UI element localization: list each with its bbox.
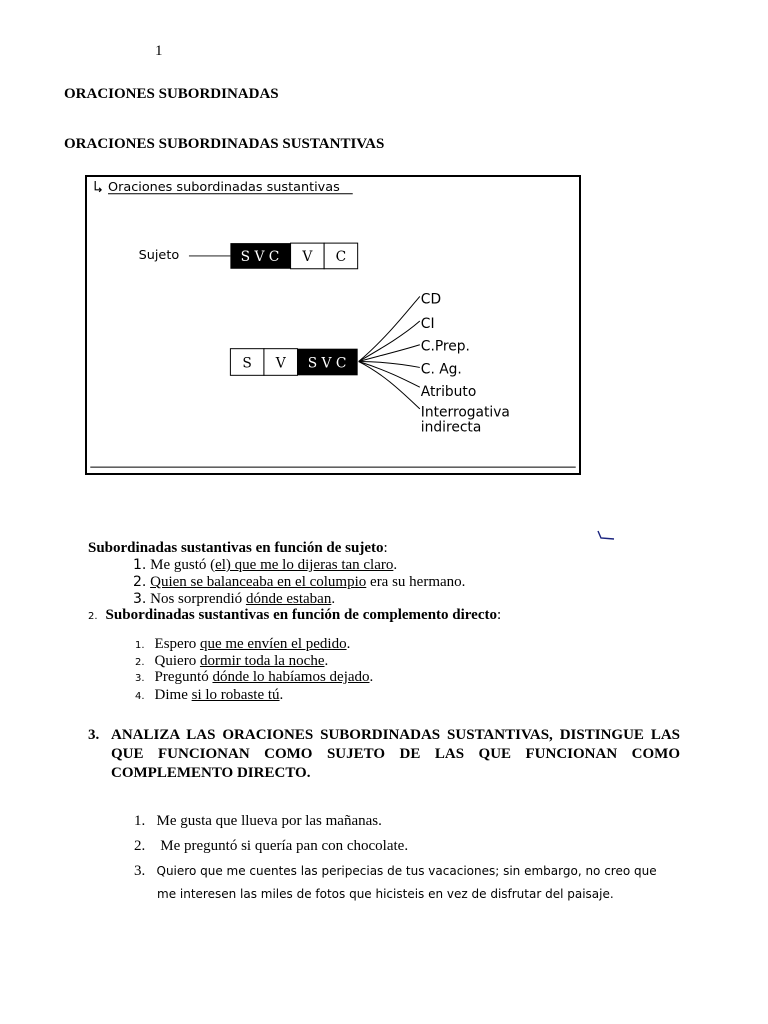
heading-sub: ORACIONES SUBORDINADAS SUSTANTIVAS <box>64 136 385 152</box>
top-box-svc-label: S V C <box>240 248 280 265</box>
list-item: 2. Quiero dormir toda la noche. <box>135 653 329 669</box>
page-number: 1 <box>155 43 163 59</box>
function-interrogativa: Interrogativa <box>420 404 510 421</box>
function-cd: CD <box>420 291 442 308</box>
bottom-box-svc-label: S V C <box>307 355 347 372</box>
function-atributo: Atributo <box>420 384 477 401</box>
function-indirecta: indirecta <box>420 419 482 436</box>
list-item: 3. Nos sorprendió dónde estaban. <box>133 591 336 607</box>
sujeto-label: Sujeto <box>138 247 180 263</box>
diagram-figure <box>85 175 581 475</box>
exercise-item: 2. Me preguntó si quería pan con chocolate. <box>134 838 409 854</box>
list-item: 3. Preguntó dónde lo habíamos dejado. <box>135 669 374 685</box>
list-item: 1. Me gustó (el) que me lo dijeras tan claro. <box>133 557 398 573</box>
list-item: 2. Quien se balanceaba en el columpio era su hermano. <box>133 574 466 590</box>
function-ci: CI <box>420 315 435 332</box>
fan-lines <box>359 296 420 408</box>
bottom-box-s-label: S <box>242 355 252 372</box>
bottom-box-v-label: V <box>275 355 286 372</box>
section2-title: 2. Subordinadas sustantivas en función de complemento directo: <box>88 607 502 623</box>
pen-mark-icon <box>596 529 616 543</box>
top-box-v-label: V <box>302 248 313 265</box>
list-item: 4. Dime si lo robaste tú. <box>135 687 284 703</box>
exercise-item-continuation: me interesen las miles de fotos que hicisteis en vez de disfrutar del paisaje. <box>157 887 614 901</box>
exercise-heading: 3. ANALIZA LAS ORACIONES SUBORDINADAS SUSTANTIVAS, DISTINGUE LAS QUE FUNCIONAN COMO SUJETO DE LAS QUE FUNCIONAN COMO COMPLEMENTO DIRECTO. <box>88 727 680 781</box>
section1-title: Subordinadas sustantivas en función de sujeto: <box>88 540 388 556</box>
function-cag: C. Ag. <box>420 361 462 378</box>
exercise-item: 3. Quiero que me cuentes las peripecias de tus vacaciones; sin embargo, no creo que <box>134 863 657 879</box>
top-box-c-label: C <box>335 248 347 265</box>
diagram-svg <box>87 177 579 473</box>
function-cprep: C.Prep. <box>420 338 470 355</box>
exercise-item: 1. Me gusta que llueva por las mañanas. <box>134 813 382 829</box>
diagram-caption: Oraciones subordinadas sustantivas <box>108 179 340 195</box>
heading-main: ORACIONES SUBORDINADAS <box>64 86 279 102</box>
list-item: 1. Espero que me envíen el pedido. <box>135 636 351 652</box>
